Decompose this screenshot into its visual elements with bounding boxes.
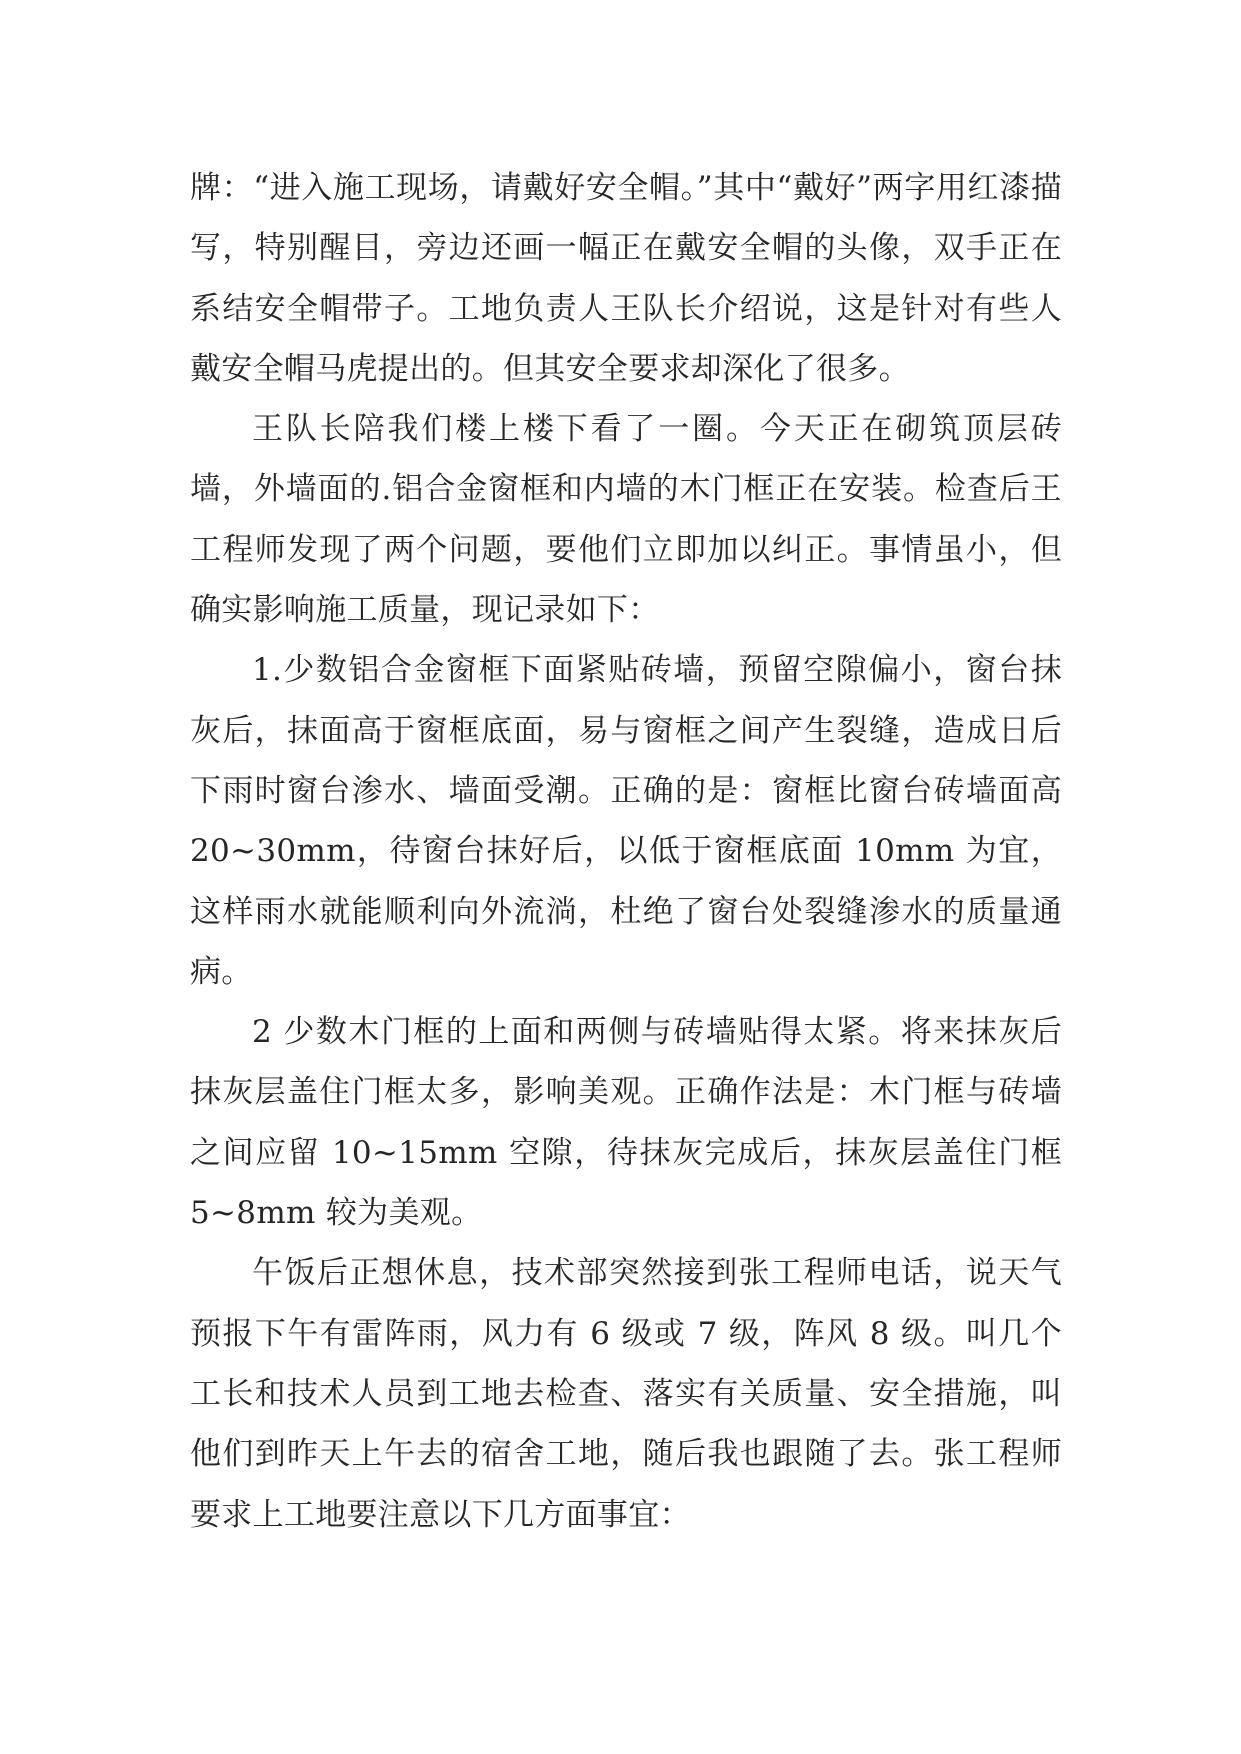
document-body <box>190 158 1062 1545</box>
paragraph-window-frame-issue: 1.少数铝合金窗框下面紧贴砖墙，预留空隙偏小，窗台抹灰后，抹面高于窗框底面，易与窗框之间产生裂缝，造成日后下雨时窗台渗水、墙面受潮。正确的是：窗框比窗台砖墙面高 20~30mm，待窗台抹好后，以低于窗框底面 10mm 为宜，这样雨水就能顺利向外流淌，杜绝了窗台处裂缝渗水的质量通病。 <box>190 652 1062 990</box>
paragraph-continuation: 牌：“进入施工现场，请戴好安全帽。”其中“戴好”两字用红漆描写，特别醒目，旁边还画一幅正在戴安全帽的头像，双手正在系结安全帽带子。工地负责人王队长介绍说，这是针对有些人戴安全帽马虎提出的。但其安全要求却深化了很多。 <box>190 170 1062 387</box>
paragraph-door-frame-issue: 2 少数木门框的上面和两侧与砖墙贴得太紧。将来抹灰后抹灰层盖住门框太多，影响美观。正确作法是：木门框与砖墙之间应留 10~15mm 空隙，待抹灰完成后，抹灰层盖住门框 5~8mm 较为美观。 <box>190 1014 1062 1232</box>
paragraph-inspection-tour: 王队长陪我们楼上楼下看了一圈。今天正在砌筑顶层砖墙，外墙面的.铝合金窗框和内墙的木门框正在安装。检查后王工程师发现了两个问题，要他们立即加以纠正。事情虽小，但确实影响施工质量，现记录如下： <box>190 411 1062 629</box>
paragraph-afternoon-weather: 午饭后正想休息，技术部突然接到张工程师电话，说天气预报下午有雷阵雨，风力有 6 级或 7 级，阵风 8 级。叫几个工长和技术人员到工地去检查、落实有关质量、安全措施，叫他们到昨天上午去的宿舍工地，随后我也跟随了去。张工程师要求上工地要注意以下几方面事宜： <box>190 1255 1062 1533</box>
